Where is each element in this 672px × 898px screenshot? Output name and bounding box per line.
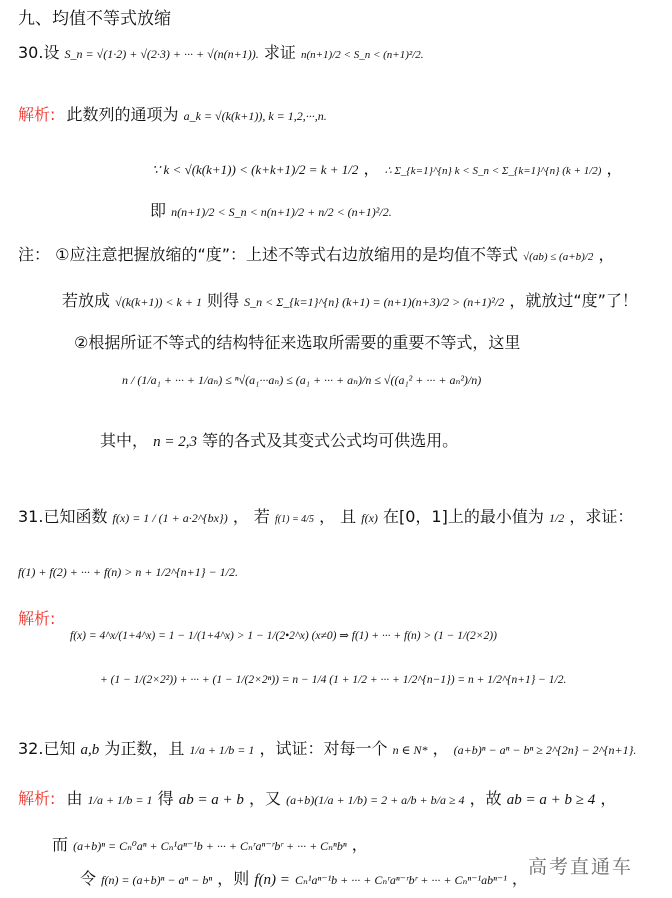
note-point-3: 其中， n = 2,3 等的各式及其变式公式均可供选用。 — [100, 431, 459, 450]
problem-31-inequality: f(1) + f(2) + ··· + f(n) > n + 1/2^{n+1} − 1/2. — [18, 565, 238, 579]
problem-31-analysis-line-1: f(x) = 4^x/(1+4^x) = 1 − 1/(1+4^x) > 1 − 1/(2•2^x) (x≠0) ⇒ f(1) + ··· + f(n) > (1 − 1/(2×2)) — [70, 630, 497, 642]
note-mean-inequality: n / (1/a₁ + ··· + 1/aₙ) ≤ ⁿ√(a₁···aₙ) ≤ (a₁ + ··· + aₙ)/n ≤ √((a₁² + ··· + aₙ²)/n) — [122, 373, 482, 387]
problem-30-question: 30.设 S_n = √(1·2) + √(2·3) + ··· + √(n(n+1)). 求证 n(n+1)/2 < S_n < (n+1)²/2. — [18, 43, 424, 62]
note-point-1: 注： ①应注意把握放缩的“度”：上述不等式右边放缩用的是均值不等式 √(ab) ≤ (a+b)/2 ， — [18, 245, 615, 264]
problem-30-step-2: 即 n(n+1)/2 < S_n < n(n+1)/2 + n/2 < (n+1)²/2. — [150, 201, 392, 220]
problem-30-analysis: 解析: 此数列的通项为 a_k = √(k(k+1)), k = 1,2,···,n. — [18, 105, 327, 124]
problem-31-analysis-label: 解析: — [18, 609, 56, 628]
problem-32-analysis-line-3: 令 f(n) = (a+b)ⁿ − aⁿ − bⁿ ，则 f(n) = Cₙ¹aⁿ⁻¹b + ··· + Cₙʳaⁿ⁻ʳbʳ + ··· + Cₙⁿ⁻¹abⁿ⁻¹ ， — [80, 869, 528, 888]
problem-31-analysis-line-2: + (1 − 1/(2×2²)) + ··· + (1 − 1/(2×2ⁿ)) = n − 1/4 (1 + 1/2 + ··· + 1/2^{n−1}) = n + 1/2^{n+1} − 1/2. — [100, 674, 567, 686]
problem-31-question: 31.已知函数 f(x) = 1 / (1 + a·2^{bx}) ， 若 f(1) = 4/5 ， 且 f(x) 在[0，1]上的最小值为 1/2 ，求证： — [18, 507, 634, 526]
note-point-1-continued: 若放成 √(k(k+1)) < k + 1 则得 S_n < Σ_{k=1}^{n} (k+1) = (n+1)(n+3)/2 > (n+1)²/2 ，就放过“度”了！ — [62, 291, 638, 310]
problem-32-analysis-line-2: 而 (a+b)ⁿ = Cₙ⁰aⁿ + Cₙ¹aⁿ⁻¹b + ··· + Cₙʳaⁿ⁻ʳbʳ + ··· + Cₙⁿbⁿ ， — [52, 835, 368, 854]
section-title: 九、均值不等式放缩 — [18, 9, 171, 29]
watermark: 高考直通车 — [528, 856, 634, 878]
problem-30-step-1: ∵ k < √(k(k+1)) < (k+k+1)/2 = k + 1/2 ， ∴ Σ_{k=1}^{n} k < S_n < Σ_{k=1}^{n} (k + 1/2) ， — [152, 159, 623, 178]
problem-32-question: 32.已知 a,b 为正数，且 1/a + 1/b = 1 ，试证：对每一个 n ∈ N* ， (a+b)ⁿ − aⁿ − bⁿ ≥ 2^{2n} − 2^{n+1}. — [18, 739, 637, 758]
note-point-2: ②根据所证不等式的结构特征来选取所需要的重要不等式，这里 — [74, 333, 521, 352]
problem-32-analysis-line-1: 解析: 由 1/a + 1/b = 1 得 ab = a + b ，又 (a+b)(1/a + 1/b) = 2 + a/b + b/a ≥ 4 ，故 ab = a + b ≥ 4 ， — [18, 789, 617, 808]
